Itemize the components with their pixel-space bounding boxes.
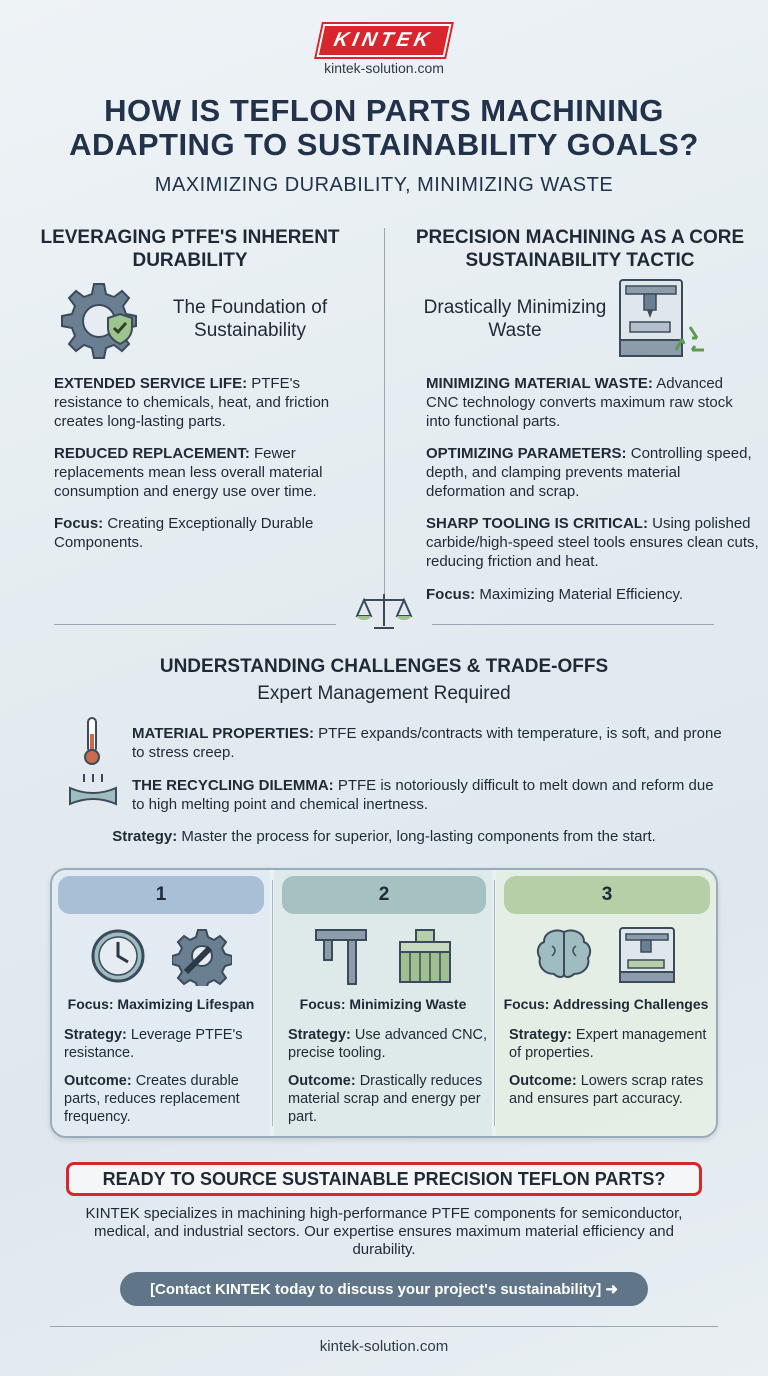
left-item-2	[54, 444, 354, 501]
brain-icon	[536, 928, 592, 980]
left-item-2-text: Fewer replacements mean less overall material consumption and energy use over time.	[54, 445, 323, 500]
summary-number-2: 2	[282, 876, 486, 914]
summary-focus-3: Focus: Addressing Challenges	[503, 996, 709, 1012]
summary-divider-1	[272, 880, 273, 1126]
summary-outcome-2-text: Drastically reduces material scrap and energy per part.	[288, 1073, 483, 1125]
right-item-2-text: Controlling speed, depth, and clamping prevents material deformation and scrap.	[426, 445, 752, 500]
summary-outcome-3	[509, 1072, 709, 1108]
footer-divider	[50, 1326, 718, 1327]
right-item-4-text: Maximizing Material Efficiency.	[479, 586, 684, 603]
summary-number-3: 3	[504, 876, 710, 914]
right-lead: Drastically Minimizing Waste	[423, 297, 607, 341]
challenges-strategy	[0, 828, 768, 845]
summary-outcome-2-label: Outcome:	[288, 1073, 356, 1089]
challenge-item-1-text: PTFE expands/contracts with temperature, is soft, and prone to stress creep.	[132, 725, 722, 761]
clock-icon	[90, 928, 146, 984]
summary-strategy-3-text: Expert management of properties.	[509, 1027, 707, 1061]
right-item-4	[426, 585, 756, 604]
challenge-item-1	[132, 724, 722, 762]
site-url-top[interactable]: kintek-solution.com	[324, 60, 444, 76]
left-item-2-label: REDUCED REPLACEMENT:	[54, 445, 250, 462]
page-subtitle: MAXIMIZING DURABILITY, MINIMIZING WASTE	[154, 174, 614, 196]
summary-strategy-1	[64, 1026, 264, 1062]
site-url-bottom[interactable]: kintek-solution.com	[319, 1338, 449, 1355]
left-item-3	[54, 514, 354, 552]
challenges-subheading: Expert Management Required	[257, 683, 511, 704]
left-item-3-label: Focus:	[54, 515, 104, 532]
challenges-heading: UNDERSTANDING CHALLENGES & TRADE-OFFS	[159, 656, 609, 677]
gear-shield-icon	[56, 278, 140, 362]
column-divider	[384, 228, 385, 596]
left-item-1-label: EXTENDED SERVICE LIFE:	[54, 375, 248, 392]
summary-strategy-1-label: Strategy:	[64, 1027, 127, 1043]
right-item-2	[426, 444, 756, 501]
right-item-2-label: OPTIMIZING PARAMETERS:	[426, 445, 627, 462]
contact-button[interactable]: [Contact KINTEK today to discuss your project's sustainability] ➜	[120, 1272, 648, 1306]
right-heading: PRECISION MACHINING AS A CORE SUSTAINABILITY TACTIC	[415, 227, 745, 271]
cnc-mini-icon	[618, 926, 676, 984]
recycle-icon	[672, 324, 708, 358]
right-item-1-text: Advanced CNC technology converts maximum raw stock into functional parts.	[426, 375, 733, 430]
right-item-3	[426, 514, 766, 571]
challenge-item-2-label: THE RECYCLING DILEMMA:	[132, 777, 334, 794]
caliper-icon	[314, 926, 368, 986]
summary-focus-2: Focus: Minimizing Waste	[299, 996, 467, 1012]
balance-scale-icon	[354, 592, 414, 632]
summary-strategy-2	[288, 1026, 488, 1062]
summary-outcome-1	[64, 1072, 264, 1126]
right-item-1	[426, 374, 756, 431]
summary-outcome-1-text: Creates durable parts, reduces replacement frequency.	[64, 1073, 240, 1125]
page-title: HOW IS TEFLON PARTS MACHINING ADAPTING TO SUSTAINABILITY GOALS?	[69, 93, 699, 162]
summary-strategy-2-label: Strategy:	[288, 1027, 351, 1043]
cta-description: KINTEK specializes in machining high-performance PTFE components for semiconductor, medical, and industrial sectors. Our expertise ensures maximum material efficiency and durability.	[85, 1205, 683, 1258]
brand-logo[interactable]: KINTEK	[316, 24, 451, 57]
section-divider-right	[432, 624, 714, 625]
right-item-3-label: SHARP TOOLING IS CRITICAL:	[426, 515, 648, 532]
thermometer-icon	[80, 716, 104, 766]
challenge-item-2	[132, 776, 722, 814]
cta-heading: READY TO SOURCE SUSTAINABLE PRECISION TEFLON PARTS?	[66, 1162, 702, 1196]
right-item-4-label: Focus:	[426, 586, 476, 603]
summary-outcome-3-label: Outcome:	[509, 1073, 577, 1089]
summary-focus-1: Focus: Maximizing Lifespan	[67, 996, 255, 1012]
left-item-1-text: PTFE's resistance to chemicals, heat, and friction creates long-lasting parts.	[54, 375, 330, 430]
challenge-item-2-text: PTFE is notoriously difficult to melt down and reform due to high melting point and chemical inertness.	[132, 777, 714, 813]
summary-strategy-2-text: Use advanced CNC, precise tooling.	[288, 1027, 488, 1061]
summary-number-1: 1	[58, 876, 264, 914]
right-item-1-label: MINIMIZING MATERIAL WASTE:	[426, 375, 653, 392]
summary-strategy-3	[509, 1026, 709, 1062]
right-item-3-text: Using polished carbide/high-speed steel tools ensures clean cuts, reducing friction and heat.	[426, 515, 759, 570]
challenge-item-1-label: MATERIAL PROPERTIES:	[132, 725, 314, 742]
summary-strategy-1-text: Leverage PTFE's resistance.	[64, 1027, 243, 1061]
summary-outcome-2	[288, 1072, 488, 1126]
summary-divider-2	[494, 880, 495, 1126]
material-block-icon	[396, 928, 454, 984]
wrench-gear-icon	[172, 926, 232, 986]
compression-icon	[68, 772, 118, 812]
left-item-1	[54, 374, 354, 431]
left-heading: LEVERAGING PTFE'S INHERENT DURABILITY	[40, 227, 340, 271]
left-item-3-text: Creating Exceptionally Durable Components.	[54, 515, 314, 551]
summary-strategy-3-label: Strategy:	[509, 1027, 572, 1043]
summary-outcome-1-label: Outcome:	[64, 1073, 132, 1089]
left-lead: The Foundation of Sustainability	[172, 297, 328, 341]
brand-logo-wrap	[0, 24, 768, 57]
challenges-strategy-label: Strategy:	[112, 828, 178, 845]
challenges-strategy-text: Master the process for superior, long-lasting components from the start.	[181, 828, 656, 845]
summary-outcome-3-text: Lowers scrap rates and ensures part accuracy.	[509, 1073, 704, 1107]
section-divider-left	[54, 624, 336, 625]
